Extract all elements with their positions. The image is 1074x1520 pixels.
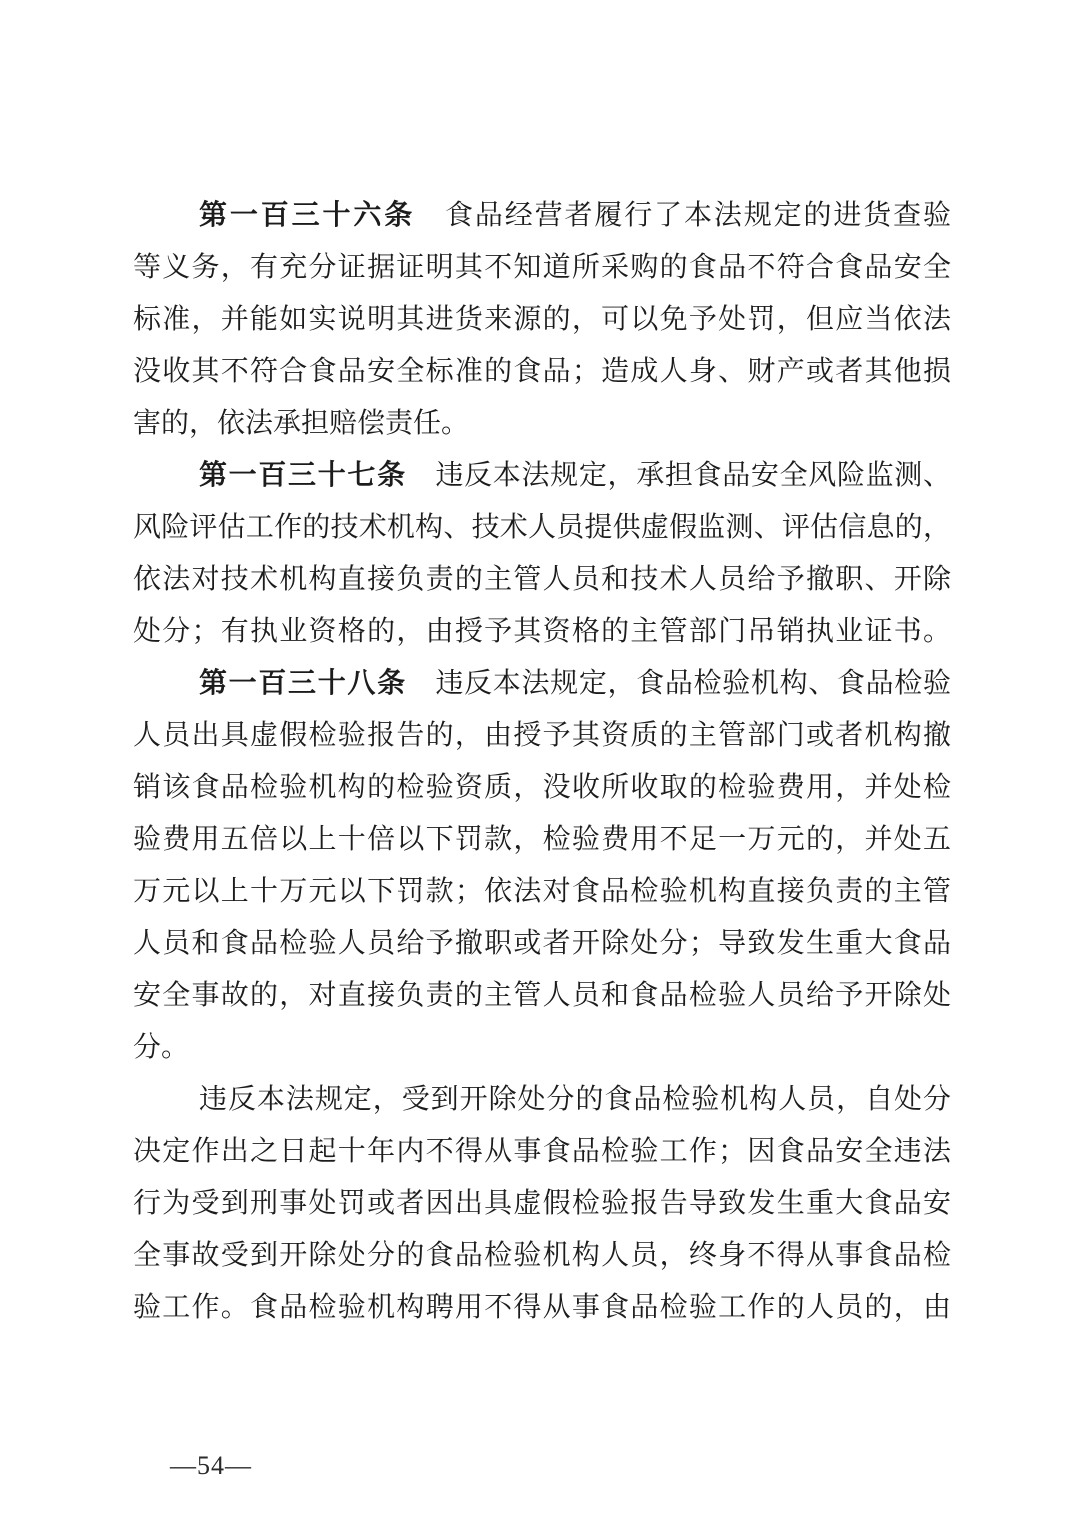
text-line: 依法对技术机构直接负责的主管人员和技术人员给予撤职、开除 — [133, 564, 951, 595]
document-body — [133, 190, 951, 1334]
text-line: 全事故受到开除处分的食品检验机构人员，终身不得从事食品检 — [133, 1240, 951, 1271]
article-first-line-text: 食品经营者履行了本法规定的进货查验 — [443, 200, 951, 231]
text-line: 行为受到刑事处罚或者因出具虚假检验报告导致发生重大食品安 — [133, 1188, 951, 1219]
text-line: 万元以上十万元以下罚款；依法对食品检验机构直接负责的主管 — [133, 876, 951, 907]
text-line: 分。 — [133, 1032, 190, 1063]
article-first-line-text: 违反本法规定，承担食品安全风险监测、 — [434, 460, 951, 491]
text-line: 违反本法规定，受到开除处分的食品检验机构人员，自处分 — [199, 1084, 951, 1115]
text-line: 安全事故的，对直接负责的主管人员和食品检验人员给予开除处 — [133, 980, 951, 1011]
page-number: —54— — [170, 1451, 252, 1480]
text-line: 标准，并能如实说明其进货来源的，可以免予处罚，但应当依法 — [133, 304, 951, 335]
article-number: 第一百三十七条 — [199, 460, 407, 491]
article-number: 第一百三十六条 — [199, 200, 416, 231]
article-heading-line — [133, 450, 951, 502]
text-line: 风险评估工作的技术机构、技术人员提供虚假监测、评估信息的， — [133, 512, 951, 543]
article-first-line-text: 违反本法规定，食品检验机构、食品检验 — [434, 668, 951, 699]
text-line: 决定作出之日起十年内不得从事食品检验工作；因食品安全违法 — [133, 1136, 951, 1167]
text-line: 害的，依法承担赔偿责任。 — [133, 408, 470, 439]
text-line: 处分；有执业资格的，由授予其资格的主管部门吊销执业证书。 — [133, 616, 951, 647]
article-heading-line — [133, 658, 951, 710]
text-line: 没收其不符合食品安全标准的食品；造成人身、财产或者其他损 — [133, 356, 951, 387]
article-number: 第一百三十八条 — [199, 668, 407, 699]
text-line: 验工作。食品检验机构聘用不得从事食品检验工作的人员的，由 — [133, 1292, 951, 1323]
text-line: 人员和食品检验人员给予撤职或者开除处分；导致发生重大食品 — [133, 928, 951, 959]
text-line: 等义务，有充分证据证明其不知道所采购的食品不符合食品安全 — [133, 252, 951, 283]
text-line: 销该食品检验机构的检验资质，没收所收取的检验费用，并处检 — [133, 772, 951, 803]
text-line: 人员出具虚假检验报告的，由授予其资质的主管部门或者机构撤 — [133, 720, 951, 751]
article-heading-line — [133, 190, 951, 242]
text-line: 验费用五倍以上十倍以下罚款，检验费用不足一万元的，并处五 — [133, 824, 951, 855]
